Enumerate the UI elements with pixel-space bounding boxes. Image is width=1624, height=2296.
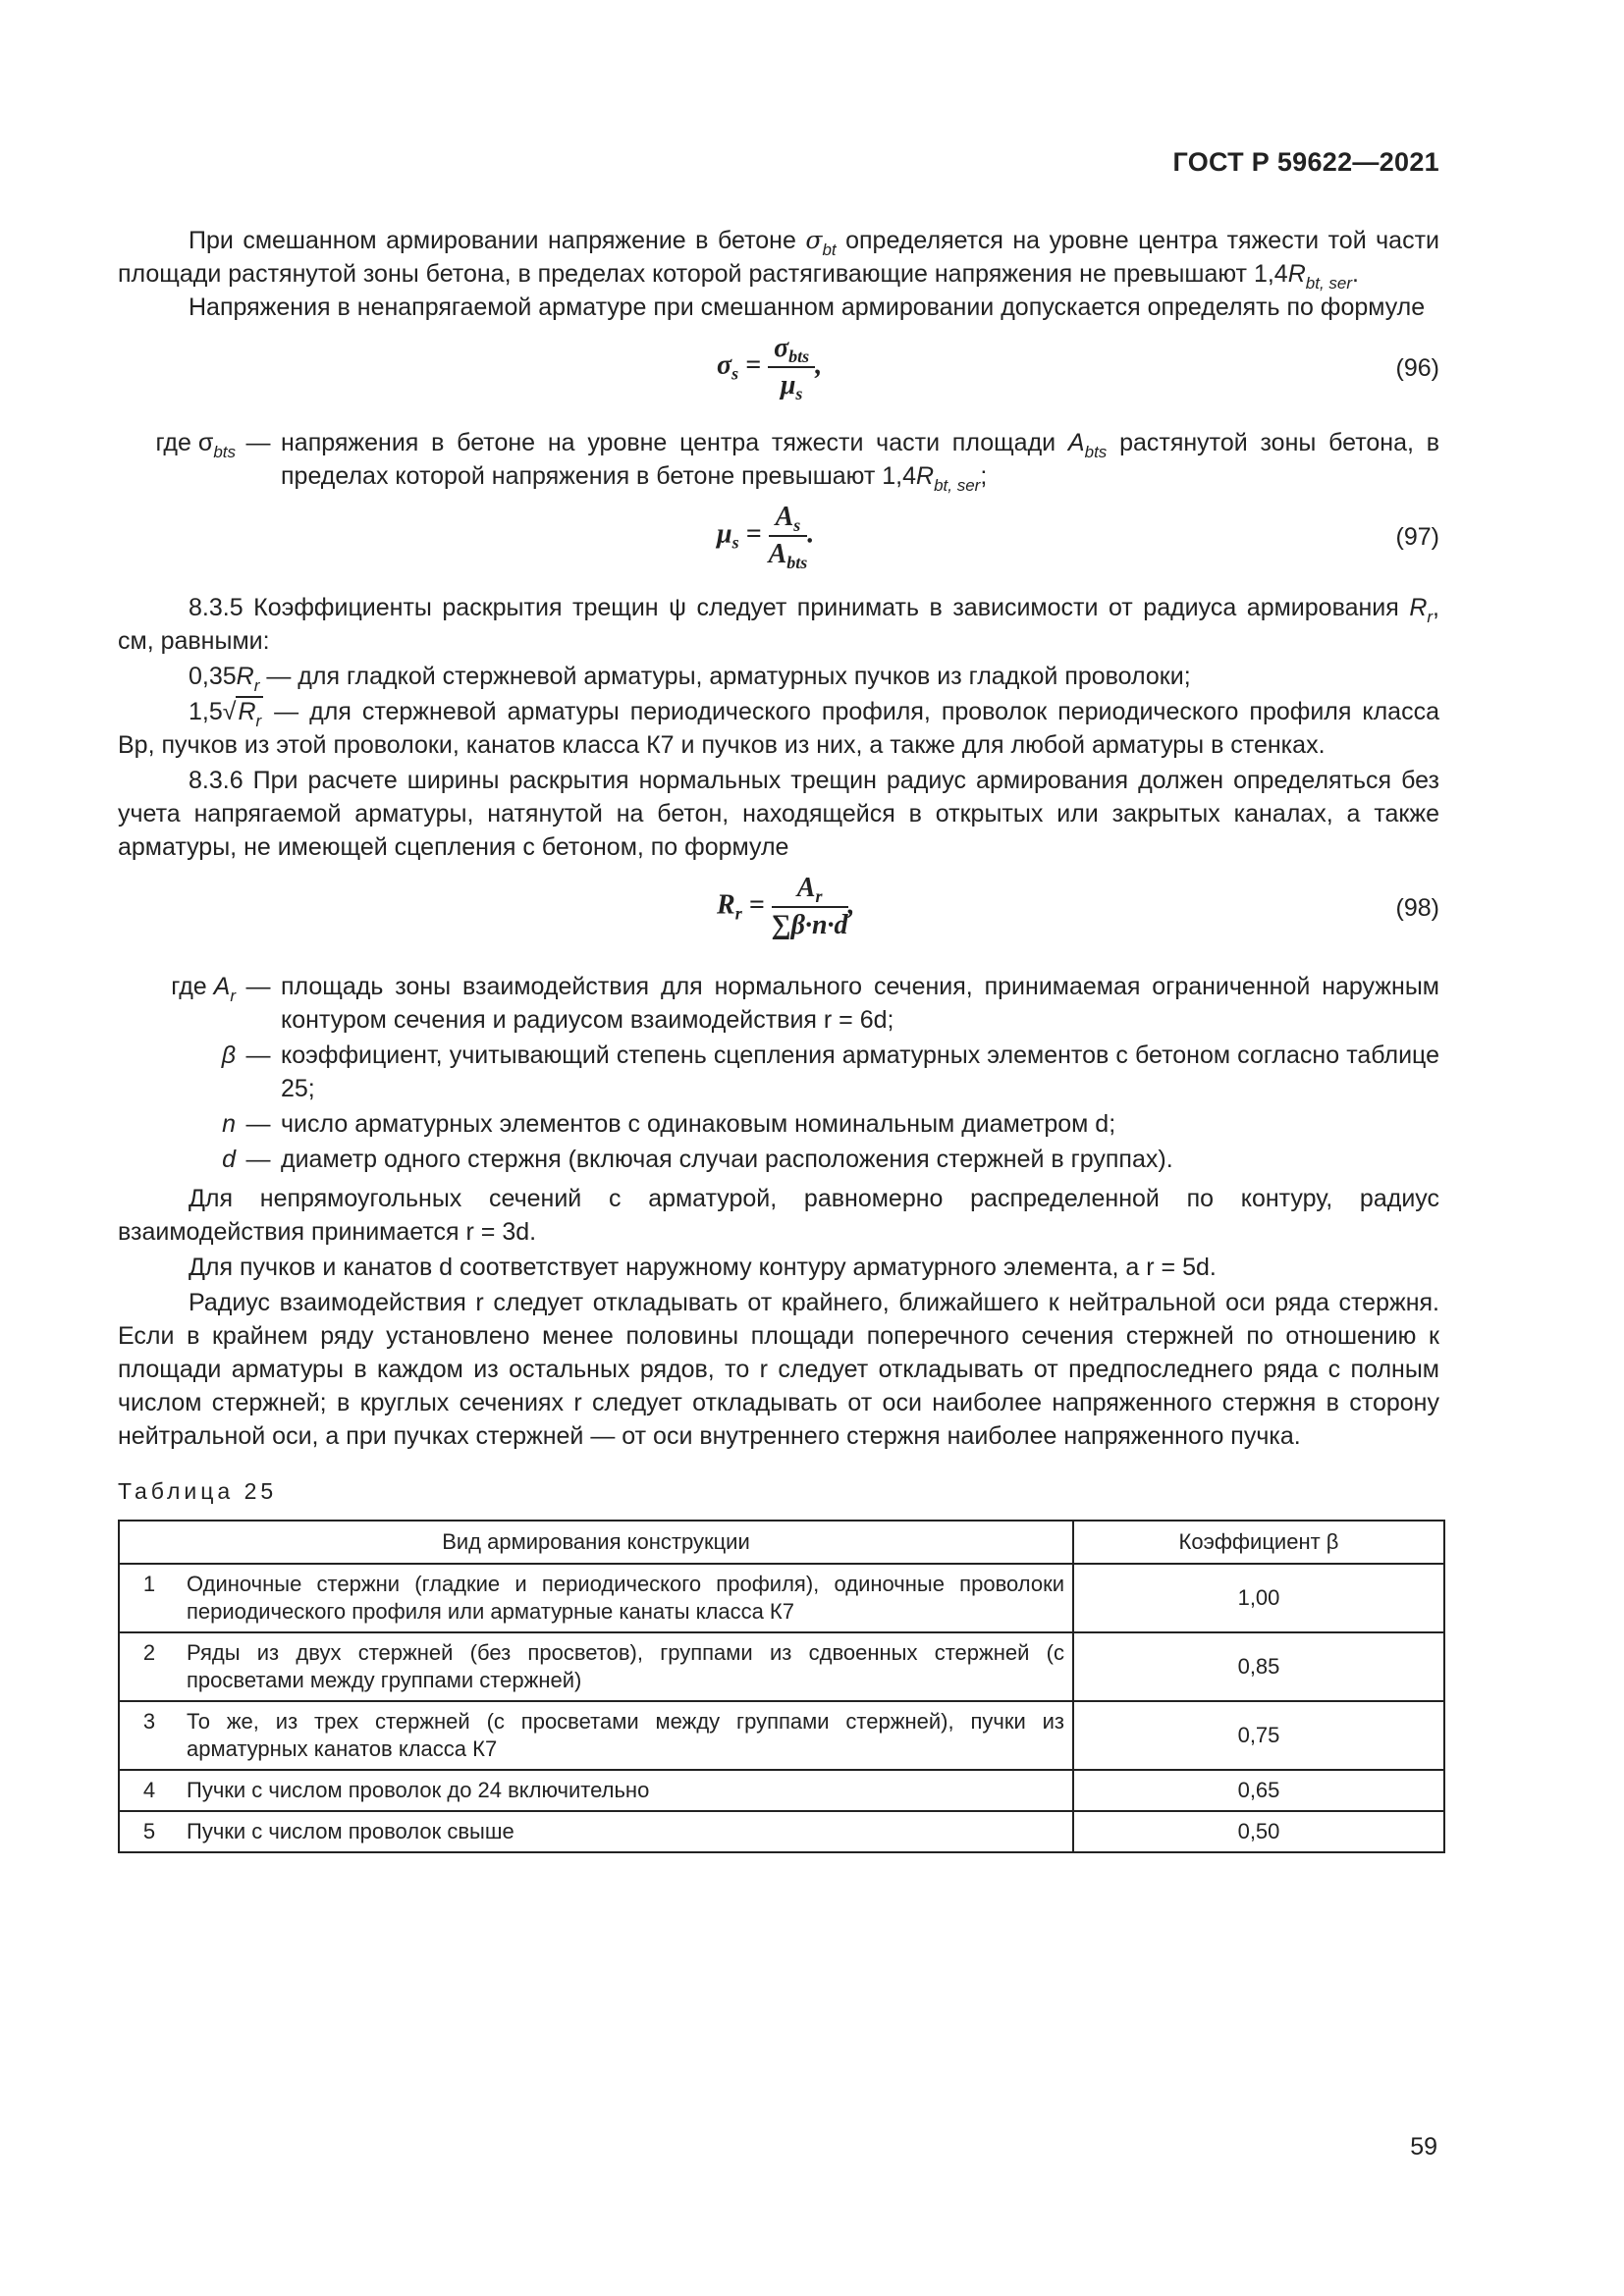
where-list-2 [118,970,1439,1176]
row-description: Пучки с числом проволок до 24 включительно [179,1770,1073,1811]
formula-97: $\mu_s$ = $\frac{A_s}{A_{bts}}$ . (97) [717,502,1439,572]
definition-item: где $A_r$ — площадь зоны взаимодействия для нормального сечения, принимаемая ограниченной наружным контуром сечения и радиусом взаимодействия r = 6d; [171,973,1439,1034]
where-list-1 [118,426,1439,493]
row-description: Одиночные стержни (гладкие и периодического профиля), одиночные проволоки периодического профиля или арматурные канаты класса К7 [179,1564,1073,1632]
row-number: 2 [119,1632,179,1701]
page-content [118,224,1439,1853]
document-id: ГОСТ Р 59622—2021 [1172,147,1439,177]
row-number: 5 [119,1811,179,1852]
formula-number: (97) [1395,523,1439,551]
formula-96: $\sigma_s$ = $\frac{\sigma_{bts}}{\mu_s}$ , (96) [717,333,1439,403]
table-caption: Таблица 25 [118,1478,278,1504]
row-coefficient: 1,00 [1073,1564,1444,1632]
formula-number: (98) [1395,894,1439,922]
row-coefficient: 0,50 [1073,1811,1444,1852]
table-row [119,1770,1444,1811]
definition-item: n — число арматурных элементов с одинаковым номинальным диаметром d; [222,1110,1116,1138]
column-header: Коэффициент β [1073,1521,1444,1564]
paragraph-nonrectangular: Для непрямоугольных сечений с арматурой, равномерно распределенной по контуру, радиус взаимодействия принимается r = 3d. [118,1185,1439,1246]
definition-item: где $\sigma_{bts}$ — напряжения в бетоне на уровне центра тяжести части площади $A_{bts}$ растянутой зоны бетона, в пределах которой напряжения в бетоне превышают $1,4R_{bt, ser}$; [155,429,1440,495]
row-description: Пучки с числом проволок свыше [179,1811,1073,1852]
page-number: 59 [1410,2133,1437,2161]
paragraph-mixed-reinforcement: При смешанном армировании напряжение в бетоне $\sigma_{bt}$ определяется на уровне центра тяжести той части площади растянутой зоны бетона, в пределах которой растягивающие напряжения не превышают $1,4R_{bt, ser}$. [118,226,1439,293]
paragraph-nonprestressed: Напряжения в ненапрягаемой арматуре при смешанном армировании допускается определять по формуле [189,294,1426,321]
row-number: 3 [119,1701,179,1770]
paragraph-8-3-5-smooth: $0,35R_r$ — для гладкой стержневой арматуры, арматурных пучков из гладкой проволоки; [189,663,1191,695]
paragraph-8-3-5-periodic: $1,5√R_r$ — для стержневой арматуры периодического профиля, проволок периодического профиля класса Вр, пучков из этой проволоки, канатов класса К7 и пучков из них, а также для любой арматуры в стенках. [118,698,1439,759]
row-coefficient: 0,85 [1073,1632,1444,1701]
row-description: Ряды из двух стержней (без просветов), группами из сдвоенных стержней (с просветами между группами стержней) [179,1632,1073,1701]
row-coefficient: 0,75 [1073,1701,1444,1770]
paragraph-8-3-5: 8.3.5 Коэффициенты раскрытия трещин ψ следует принимать в зависимости от радиуса армирования $R_r$, см, равными: [118,594,1439,655]
paragraph-bundles: Для пучков и канатов d соответствует наружному контуру арматурного элемента, а r = 5d. [189,1254,1217,1281]
column-header: Вид армирования конструкции [119,1521,1073,1564]
formula-number: (96) [1395,354,1439,382]
row-number: 1 [119,1564,179,1632]
table-row [119,1811,1444,1852]
row-number: 4 [119,1770,179,1811]
row-coefficient: 0,65 [1073,1770,1444,1811]
table-25 [118,1520,1445,1853]
table-row [119,1701,1444,1770]
paragraph-8-3-6: 8.3.6 При расчете ширины раскрытия нормальных трещин радиус армирования должен определяться без учета напрягаемой арматуры, натянутой на бетон, находящейся в открытых или закрытых каналах, а также арматуры, не имеющей сцепления с бетоном, по формуле [118,767,1439,861]
definition-item: β — коэффициент, учитывающий степень сцепления арматурных элементов с бетоном согласно таблице 25; [221,1041,1439,1102]
table-row [119,1632,1444,1701]
formula-98: $R_r$ = $\frac{A_r}{\sum\beta\cdot n\cdot d}$ , (98) [717,873,1439,940]
row-description: То же, из трех стержней (с просветами между группами стержней), пучки из арматурных канатов класса К7 [179,1701,1073,1770]
definition-item: d — диаметр одного стержня (включая случаи расположения стержней в группах). [222,1146,1173,1173]
table-row [119,1564,1444,1632]
paragraph-interaction-radius: Радиус взаимодействия r следует откладывать от крайнего, ближайшего к нейтральной оси ряда стержня. Если в крайнем ряду установлено менее половины площади поперечного сечения стержней по отношению к площади арматуры в каждом из остальных рядов, то r следует откладывать от предпоследнего ряда с полным числом стержней; в круглых сечениях r следует откладывать от оси наиболее напряженного стержня в сторону нейтральной оси, а при пучках стержней — от оси внутреннего стержня наиболее напряженного пучка. [118,1289,1439,1450]
table-header-row [119,1521,1444,1564]
